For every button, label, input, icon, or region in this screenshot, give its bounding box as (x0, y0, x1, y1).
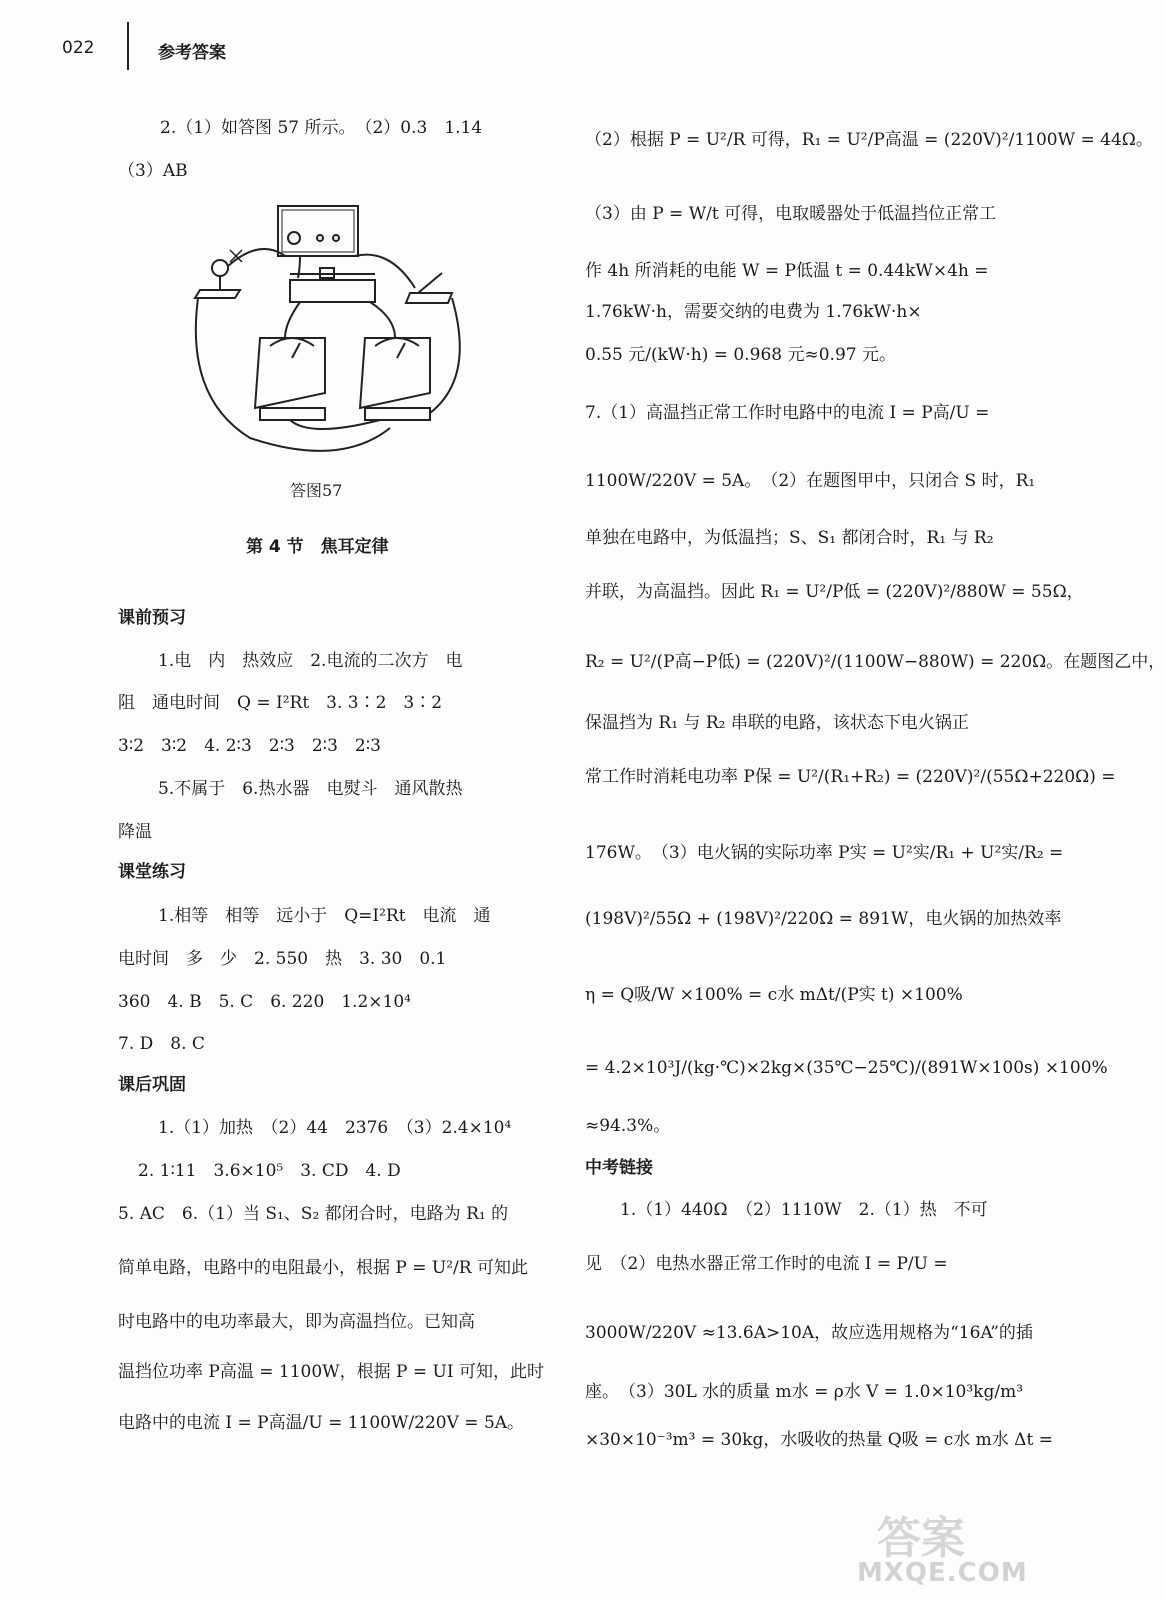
right-line-3: 作 4h 所消耗的电能 W = P低温 t = 0.44kW×4h = (585, 261, 989, 281)
right-line-14: (198V)²/55Ω + (198V)²/220Ω = 891W，电火锅的加热效率 (585, 909, 1062, 929)
right-line-19: 见 （2）电热水器正常工作时的电流 I = P/U = (585, 1254, 948, 1274)
review-line-1: 1.（1）加热 （2）44 2376 （3）2.4×10⁴ (158, 1118, 512, 1138)
circuit-diagram-figure (190, 198, 480, 463)
answer-2: 2.（1）如答图 57 所示。 （2）0.3 1.14 (160, 118, 483, 138)
right-line-7: 1100W/220V = 5A。 （2）在题图甲中，只闭合 S 时，R₁ (585, 471, 1036, 491)
right-line-6: 7.（1）高温挡正常工作时电路中的电流 I = P高/U = (585, 403, 990, 423)
right-line-11: 保温挡为 R₁ 与 R₂ 串联的电路，该状态下电火锅正 (585, 713, 969, 733)
right-line-10: R₂ = U²/(P高−P低) = (220V)²/(1100W−880W) = 220Ω。在题图乙中， (585, 652, 1165, 672)
right-line-16: = 4.2×10³J/(kg·℃)×2kg×(35℃−25℃)/(891W×100s) ×100% (585, 1058, 1108, 1078)
header-divider (127, 22, 129, 70)
right-line-2: （3）由 P = W/t 可得，电取暖器处于低温挡位正常工 (585, 204, 997, 224)
watermark (837, 1502, 1067, 1592)
review-line-4: 简单电路，电路中的电阻最小，根据 P = U²/R 可知此 (118, 1258, 528, 1278)
classwork-line-3: 360 4. B 5. C 6. 220 1.2×10⁴ (118, 992, 411, 1012)
right-line-20: 3000W/220V ≈13.6A>10A，故应选用规格为“16A”的插 (585, 1323, 1033, 1343)
classwork-line-4: 7. D 8. C (118, 1034, 205, 1054)
figure-caption: 答图57 (290, 481, 343, 500)
watermark-domain: MXQE.COM (857, 1558, 1028, 1588)
right-line-5: 0.55 元/(kW·h) = 0.968 元≈0.97 元。 (585, 345, 896, 365)
preview-line-5: 降温 (118, 822, 152, 842)
review-line-5: 时电路中的电功率最大，即为高温挡位。已知高 (118, 1312, 475, 1332)
page-number: 022 (62, 38, 95, 58)
preview-line-2: 阻 通电时间 Q = I²Rt 3. 3∶2 3∶2 (118, 693, 443, 713)
preview-line-4: 5.不属于 6.热水器 电熨斗 通风散热 (158, 779, 463, 799)
heading-exam-link: 中考链接 (585, 1158, 653, 1178)
review-line-2: 2. 1∶11 3.6×10⁵ 3. CD 4. D (138, 1161, 401, 1181)
right-line-13: 176W。 （3）电火锅的实际功率 P实 = U²实/R₁ + U²实/R₂ = (585, 843, 1064, 863)
heading-review: 课后巩固 (118, 1075, 186, 1095)
classwork-line-1: 1.相等 相等 远小于 Q=I²Rt 电流 通 (158, 906, 491, 926)
preview-line-3: 3∶2 3∶2 4. 2∶3 2∶3 2∶3 2∶3 (118, 736, 381, 756)
classwork-line-2: 电时间 多 少 2. 550 热 3. 30 0.1 (118, 949, 447, 969)
header-title: 参考答案 (158, 43, 226, 63)
right-line-22: ×30×10⁻³m³ = 30kg，水吸收的热量 Q吸 = c水 m水 Δt = (585, 1430, 1053, 1450)
right-line-17: ≈94.3%。 (585, 1116, 671, 1136)
right-line-4: 1.76kW·h，需要交纳的电费为 1.76kW·h× (585, 302, 922, 322)
right-line-8: 单独在电路中，为低温挡；S、S₁ 都闭合时，R₁ 与 R₂ (585, 528, 994, 548)
watermark-main: 答案 (877, 1513, 965, 1564)
right-line-15: η = Q吸/W ×100% = c水 mΔt/(P实 t) ×100% (585, 985, 963, 1005)
preview-line-1: 1.电 内 热效应 2.电流的二次方 电 (158, 651, 463, 671)
review-line-3: 5. AC 6.（1）当 S₁、S₂ 都闭合时，电路为 R₁ 的 (118, 1204, 509, 1224)
review-line-7: 电路中的电流 I = P高温/U = 1100W/220V = 5A。 (118, 1413, 525, 1433)
right-line-21: 座。 （3）30L 水的质量 m水 = ρ水 V = 1.0×10³kg/m³ (585, 1382, 1024, 1402)
right-line-18: 1.（1）440Ω （2）1110W 2.（1）热 不可 (620, 1200, 988, 1220)
answer-2-cont: （3）AB (118, 161, 188, 181)
review-line-6: 温挡位功率 P高温 = 1100W，根据 P = UI 可知，此时 (118, 1362, 544, 1382)
heading-preview: 课前预习 (118, 608, 186, 628)
heading-classwork: 课堂练习 (118, 862, 186, 882)
right-line-12: 常工作时消耗电功率 P保 = U²/(R₁+R₂) = (220V)²/(55Ω+220Ω) = (585, 767, 1116, 787)
right-line-1: （2）根据 P = U²/R 可得，R₁ = U²/P高温 = (220V)²/1100W = 44Ω。 (585, 130, 1153, 150)
section-title: 第 4 节 焦耳定律 (246, 537, 389, 557)
right-line-9: 并联，为高温挡。因此 R₁ = U²/P低 = (220V)²/880W = 55Ω， (585, 582, 1084, 602)
